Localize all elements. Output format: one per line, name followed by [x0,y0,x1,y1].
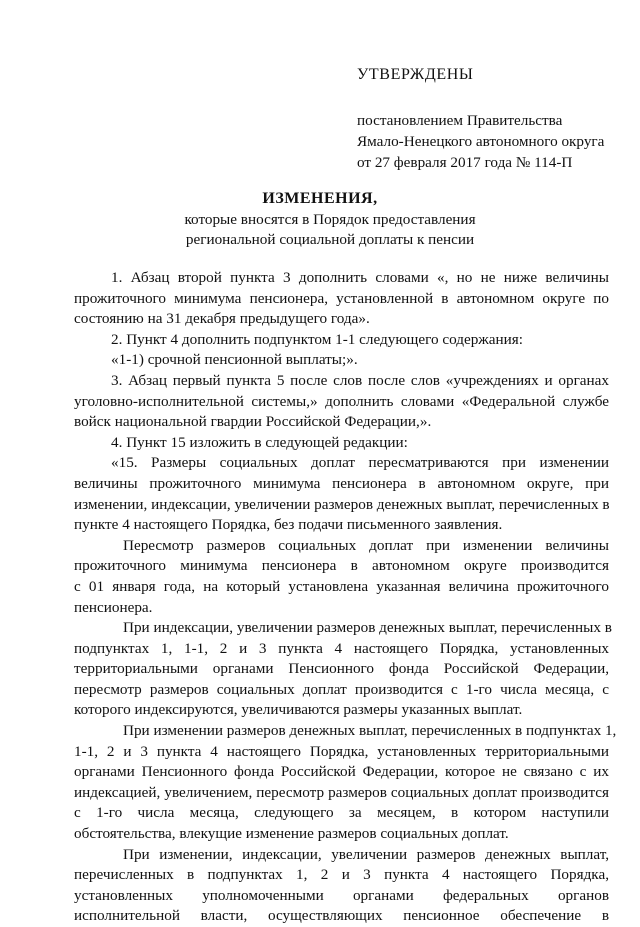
paragraph-line: изменении, индексации, увеличении размеров денежных выплат, перечисленных в [74,495,610,513]
paragraph-line: При изменении, индексации, увеличении размеров денежных выплат, [123,845,609,863]
paragraph-line: прожиточного минимума пенсионера в автономном округе производится [74,557,609,575]
paragraph-line: с 1-го числа месяца, следующего за месяцем, в котором наступили [74,804,609,822]
paragraph-line: индексацией, увеличением, пересмотр размеров социальных доплат производится [74,783,609,801]
paragraph-line: которого индексируются, увеличиваются размеры указанных выплат. [74,701,523,719]
paragraph-line: 1. Абзац второй пункта 3 дополнить словами «, но не ниже величины [111,269,609,286]
document-body [74,268,617,927]
approval-stamp-heading: УТВЕРЖДЕНЫ [357,66,474,83]
approval-line: Ямало-Ненецкого автономного округа [357,133,605,150]
paragraph-line: величины прожиточного минимума пенсионера в автономном округе, при [74,474,609,492]
paragraph [74,350,609,371]
paragraph-line: с 01 января года, на который установлена указанная величина прожиточного [74,577,609,595]
approval-line: от 27 февраля 2017 года № 114-П [357,154,573,171]
paragraph-line: прожиточного минимума пенсионера, установленной в автономном округе по [74,289,609,307]
paragraph [74,536,609,618]
paragraph-line: пенсионера. [74,598,153,616]
paragraph-line: исполнительной власти, осуществляющих пенсионное обеспечение в [74,907,609,925]
paragraph-line: пересмотр размеров социальных доплат производится с 1-го числа месяца, с [74,680,609,698]
paragraph [74,371,609,433]
paragraph-line: «15. Размеры социальных доплат пересматриваются при изменении [111,454,609,472]
paragraph-line: Пересмотр размеров социальных доплат при изменении величины [123,536,609,554]
paragraph [74,330,609,351]
paragraph-line: уголовно-исполнительной системы,» дополнить словами «Федеральной службе [74,392,609,410]
paragraph-line: 3. Абзац первый пункта 5 после слов после слов «учреждениях и органах [111,371,609,389]
paragraph-line: установленных уполномоченными органами федеральных органов [74,886,609,904]
paragraph-line: состоянию на 31 декабря предыдущего года». [74,310,370,328]
paragraph-line: 1-1, 2 и 3 пункта 4 настоящего Порядка, установленных территориальными [74,742,609,760]
subtitle-line: которые вносятся в Порядок предоставления [184,211,476,228]
paragraph-line: 4. Пункт 15 изложить в следующей редакции: [111,433,408,451]
paragraph [74,268,609,330]
paragraph-line: обстоятельства, влекущие изменение размеров социальных доплат. [74,825,509,843]
paragraph-line: При изменении размеров денежных выплат, перечисленных в подпунктах 1, [123,722,617,740]
paragraph-line: перечисленных в подпунктах 1, 2 и 3 пункта 4 настоящего Порядка, [74,866,609,884]
approval-reference [357,110,604,173]
paragraph [74,618,612,721]
paragraph [74,721,617,845]
paragraph-line: подпунктах 1, 1-1, 2 и 3 пункта 4 настоящего Порядка, установленных [74,639,609,657]
paragraph [74,453,609,535]
approval-line: постановлением Правительства [357,112,563,129]
paragraph-line: войск национальной гвардии Российской Федерации,». [74,413,432,431]
paragraph-line: пункте 4 настоящего Порядка, без подачи письменного заявления. [74,516,503,534]
document-title: ИЗМЕНЕНИЯ, [262,190,378,207]
paragraph [74,845,609,927]
document-subtitle [0,210,640,250]
paragraph-line: органами Пенсионного фонда Российской Федерации, которое не связано с их [74,763,609,781]
paragraph-line: территориальными органами Пенсионного фонда Российской Федерации, [74,660,609,678]
paragraph-line: 2. Пункт 4 дополнить подпунктом 1-1 следующего содержания: [111,330,524,348]
paragraph [74,433,609,454]
paragraph-line: «1-1) срочной пенсионной выплаты;». [111,351,358,369]
subtitle-line: региональной социальной доплаты к пенсии [185,231,475,248]
paragraph-line: При индексации, увеличении размеров денежных выплат, перечисленных в [123,619,612,637]
